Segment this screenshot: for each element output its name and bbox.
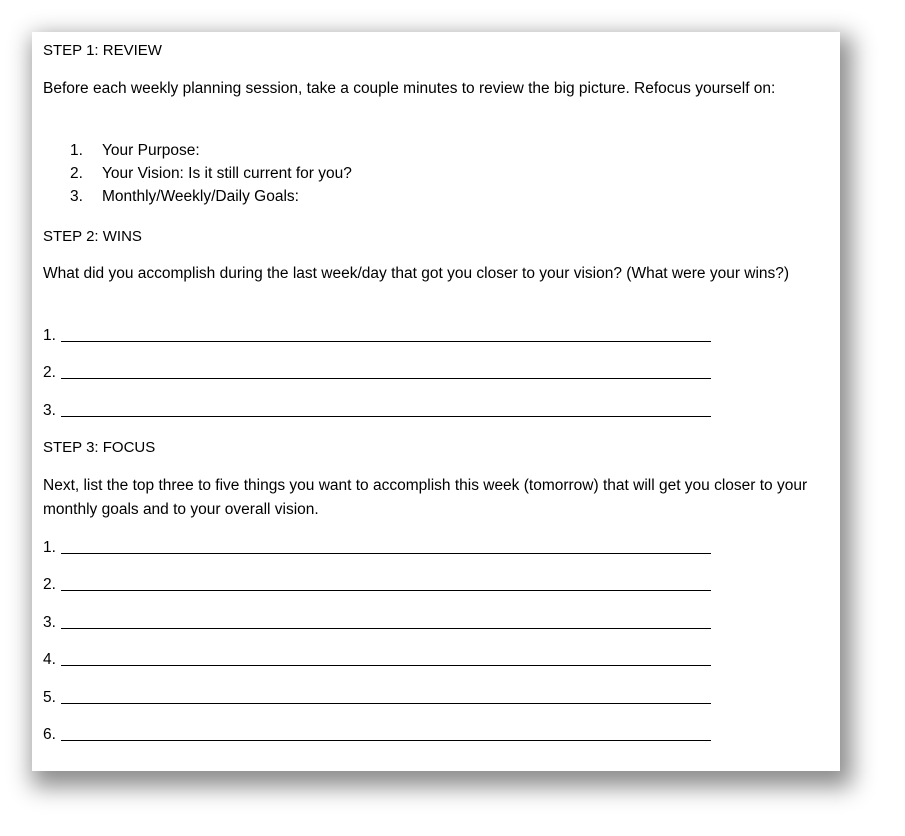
blank-line[interactable] bbox=[61, 628, 711, 629]
blank-number: 1. bbox=[43, 539, 56, 556]
step2-heading: STEP 2: WINS bbox=[43, 228, 142, 245]
list-item-text: Your Vision: Is it still current for you? bbox=[102, 165, 352, 182]
list-item bbox=[70, 185, 352, 208]
step3-heading: STEP 3: FOCUS bbox=[43, 439, 156, 456]
focus-blank-1[interactable] bbox=[43, 538, 711, 558]
blank-line[interactable] bbox=[61, 553, 711, 554]
blank-line[interactable] bbox=[61, 341, 711, 342]
blank-number: 1. bbox=[43, 327, 56, 344]
blank-number: 2. bbox=[43, 364, 56, 381]
list-item bbox=[70, 139, 352, 162]
blank-line[interactable] bbox=[61, 378, 711, 379]
blank-number: 3. bbox=[43, 402, 56, 419]
focus-blank-3[interactable] bbox=[43, 613, 711, 633]
list-item-text: Your Purpose: bbox=[102, 142, 200, 159]
list-item bbox=[70, 162, 352, 185]
focus-blank-4[interactable] bbox=[43, 650, 711, 670]
list-item-number: 2. bbox=[70, 165, 83, 182]
blank-number: 4. bbox=[43, 651, 56, 668]
wins-blank-1[interactable] bbox=[43, 326, 711, 346]
blank-number: 2. bbox=[43, 576, 56, 593]
list-item-number: 1. bbox=[70, 142, 83, 159]
focus-blank-5[interactable] bbox=[43, 688, 711, 708]
step1-list bbox=[70, 139, 352, 208]
focus-blank-2[interactable] bbox=[43, 575, 711, 595]
list-item-text: Monthly/Weekly/Daily Goals: bbox=[102, 188, 299, 205]
wins-blank-3[interactable] bbox=[43, 401, 711, 421]
blank-line[interactable] bbox=[61, 416, 711, 417]
step2-question: What did you accomplish during the last week/day that got you closer to your vision? (What were your wins?) bbox=[43, 265, 790, 282]
blank-line[interactable] bbox=[61, 590, 711, 591]
wins-blank-2[interactable] bbox=[43, 363, 711, 383]
focus-blank-6[interactable] bbox=[43, 725, 711, 745]
blank-number: 6. bbox=[43, 726, 56, 743]
worksheet-page bbox=[32, 32, 840, 771]
blank-number: 3. bbox=[43, 614, 56, 631]
blank-line[interactable] bbox=[61, 665, 711, 666]
blank-line[interactable] bbox=[61, 740, 711, 741]
step1-intro: Before each weekly planning session, take a couple minutes to review the big picture. Refocus yourself on: bbox=[43, 80, 776, 97]
blank-line[interactable] bbox=[61, 703, 711, 704]
blank-number: 5. bbox=[43, 689, 56, 706]
step1-heading: STEP 1: REVIEW bbox=[43, 42, 162, 59]
list-item-number: 3. bbox=[70, 188, 83, 205]
step3-instruction: Next, list the top three to five things you want to accomplish this week (tomorrow) that will get you closer to your monthly goals and to your overall vision. bbox=[43, 477, 808, 518]
